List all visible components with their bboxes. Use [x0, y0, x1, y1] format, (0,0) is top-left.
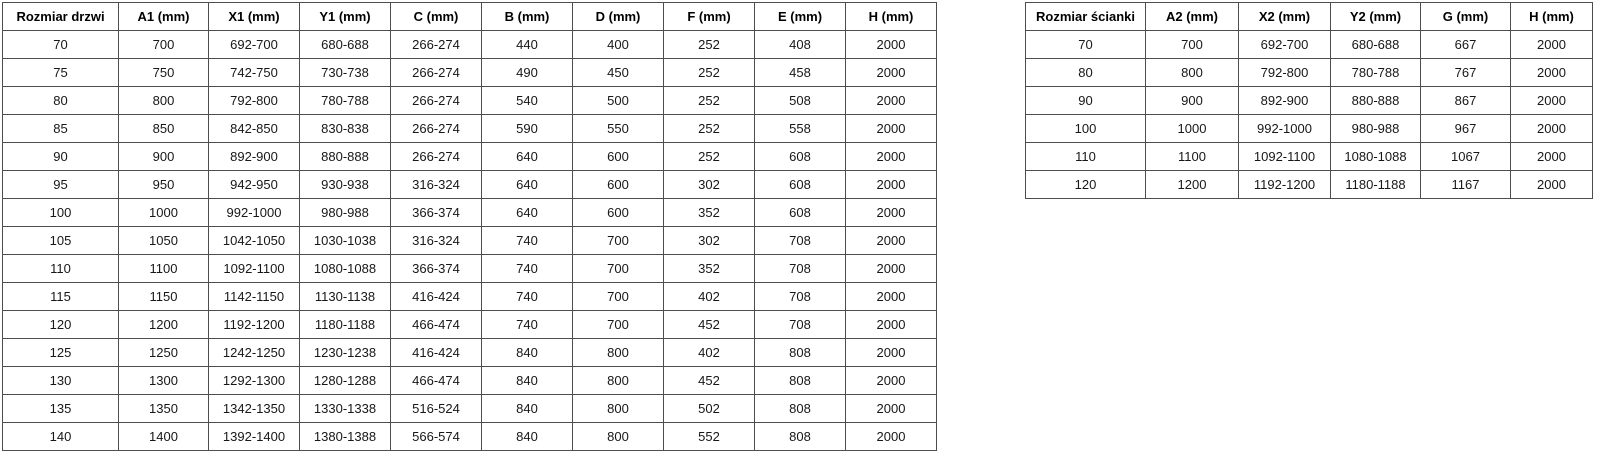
table-cell: 266-274: [391, 87, 482, 115]
table-cell: 830-838: [300, 115, 391, 143]
header-row: [3, 3, 937, 31]
table-cell: 402: [664, 283, 755, 311]
table-cell: 70: [3, 31, 119, 59]
table-cell: 900: [1146, 87, 1239, 115]
table-cell: 800: [119, 87, 209, 115]
table-cell: 466-474: [391, 367, 482, 395]
table-row: [3, 283, 937, 311]
table-cell: 1080-1088: [300, 255, 391, 283]
table-row: [3, 31, 937, 59]
table-cell: 708: [755, 255, 846, 283]
column-header: F (mm): [664, 3, 755, 31]
table-cell: 590: [482, 115, 573, 143]
table-cell: 808: [755, 339, 846, 367]
table-cell: 2000: [846, 115, 937, 143]
table-cell: 600: [573, 199, 664, 227]
table-cell: 700: [119, 31, 209, 59]
table-cell: 730-738: [300, 59, 391, 87]
table-cell: 458: [755, 59, 846, 87]
table-cell: 540: [482, 87, 573, 115]
table-cell: 252: [664, 59, 755, 87]
table-cell: 967: [1421, 115, 1511, 143]
column-header: G (mm): [1421, 3, 1511, 31]
column-header: Y2 (mm): [1331, 3, 1421, 31]
table-cell: 140: [3, 423, 119, 451]
table-cell: 252: [664, 87, 755, 115]
column-header: Rozmiar drzwi: [3, 3, 119, 31]
table-cell: 808: [755, 423, 846, 451]
column-header: E (mm): [755, 3, 846, 31]
table-cell: 2000: [846, 199, 937, 227]
table-cell: 110: [3, 255, 119, 283]
table-cell: 680-688: [1331, 31, 1421, 59]
table-row: [3, 115, 937, 143]
table-cell: 740: [482, 311, 573, 339]
table-cell: 1350: [119, 395, 209, 423]
table-cell: 608: [755, 199, 846, 227]
table-cell: 466-474: [391, 311, 482, 339]
table-cell: 800: [573, 367, 664, 395]
table-cell: 316-324: [391, 227, 482, 255]
table-row: [3, 227, 937, 255]
table-cell: 680-688: [300, 31, 391, 59]
table-cell: 2000: [1511, 143, 1593, 171]
table-cell: 266-274: [391, 59, 482, 87]
column-header: Rozmiar ścianki: [1026, 3, 1146, 31]
table-cell: 2000: [1511, 59, 1593, 87]
table-cell: 700: [573, 255, 664, 283]
table-cell: 2000: [846, 31, 937, 59]
table-cell: 808: [755, 395, 846, 423]
table-cell: 708: [755, 227, 846, 255]
table-cell: 1200: [1146, 171, 1239, 199]
table-cell: 930-938: [300, 171, 391, 199]
table-cell: 1100: [1146, 143, 1239, 171]
table-cell: 416-424: [391, 339, 482, 367]
table-cell: 252: [664, 115, 755, 143]
table-cell: 842-850: [209, 115, 300, 143]
table-cell: 105: [3, 227, 119, 255]
column-header: Y1 (mm): [300, 3, 391, 31]
table-cell: 1167: [1421, 171, 1511, 199]
table-cell: 1030-1038: [300, 227, 391, 255]
table-row: [3, 395, 937, 423]
table-cell: 80: [3, 87, 119, 115]
table-cell: 692-700: [209, 31, 300, 59]
table-cell: 880-888: [300, 143, 391, 171]
table-cell: 1100: [119, 255, 209, 283]
table-cell: 1130-1138: [300, 283, 391, 311]
table-cell: 780-788: [300, 87, 391, 115]
table-cell: 110: [1026, 143, 1146, 171]
table-cell: 808: [755, 367, 846, 395]
table-cell: 600: [573, 171, 664, 199]
table-cell: 1250: [119, 339, 209, 367]
table-row: [1026, 171, 1593, 199]
table-cell: 252: [664, 143, 755, 171]
table-cell: 100: [3, 199, 119, 227]
table-cell: 1192-1200: [209, 311, 300, 339]
table-cell: 1380-1388: [300, 423, 391, 451]
table-row: [1026, 59, 1593, 87]
table-cell: 115: [3, 283, 119, 311]
table-cell: 550: [573, 115, 664, 143]
table-row: [1026, 87, 1593, 115]
table-cell: 992-1000: [1239, 115, 1331, 143]
table-cell: 1300: [119, 367, 209, 395]
table-cell: 1000: [119, 199, 209, 227]
table-cell: 792-800: [1239, 59, 1331, 87]
table-row: [1026, 31, 1593, 59]
table-cell: 692-700: [1239, 31, 1331, 59]
table-cell: 1067: [1421, 143, 1511, 171]
column-header: X1 (mm): [209, 3, 300, 31]
table-cell: 2000: [1511, 115, 1593, 143]
table-cell: 980-988: [300, 199, 391, 227]
table-cell: 2000: [846, 143, 937, 171]
column-header: C (mm): [391, 3, 482, 31]
table-cell: 608: [755, 171, 846, 199]
table-cell: 100: [1026, 115, 1146, 143]
table-cell: 500: [573, 87, 664, 115]
table-cell: 352: [664, 199, 755, 227]
column-header: H (mm): [846, 3, 937, 31]
column-header: H (mm): [1511, 3, 1593, 31]
table-cell: 452: [664, 311, 755, 339]
table-cell: 700: [1146, 31, 1239, 59]
table-cell: 1142-1150: [209, 283, 300, 311]
table-cell: 800: [573, 423, 664, 451]
table-cell: 1180-1188: [1331, 171, 1421, 199]
table-cell: 508: [755, 87, 846, 115]
table-cell: 1092-1100: [1239, 143, 1331, 171]
table-cell: 700: [573, 283, 664, 311]
table-cell: 1092-1100: [209, 255, 300, 283]
table-cell: 2000: [1511, 171, 1593, 199]
table-cell: 950: [119, 171, 209, 199]
table-cell: 302: [664, 227, 755, 255]
table-cell: 1292-1300: [209, 367, 300, 395]
door-size-table: [2, 2, 937, 451]
table-cell: 640: [482, 143, 573, 171]
table-cell: 1050: [119, 227, 209, 255]
table-cell: 892-900: [209, 143, 300, 171]
table-cell: 2000: [846, 311, 937, 339]
table-cell: 400: [573, 31, 664, 59]
table-cell: 708: [755, 283, 846, 311]
table-cell: 740: [482, 283, 573, 311]
table-cell: 840: [482, 395, 573, 423]
table-cell: 742-750: [209, 59, 300, 87]
table-cell: 767: [1421, 59, 1511, 87]
column-header: X2 (mm): [1239, 3, 1331, 31]
table-cell: 1400: [119, 423, 209, 451]
table-cell: 740: [482, 227, 573, 255]
table-cell: 1330-1338: [300, 395, 391, 423]
table-row: [3, 311, 937, 339]
table-cell: 750: [119, 59, 209, 87]
table-cell: 90: [1026, 87, 1146, 115]
table-cell: 850: [119, 115, 209, 143]
table-cell: 992-1000: [209, 199, 300, 227]
table-cell: 867: [1421, 87, 1511, 115]
table-cell: 440: [482, 31, 573, 59]
table-cell: 90: [3, 143, 119, 171]
table-cell: 490: [482, 59, 573, 87]
wall-size-table: [1025, 2, 1593, 199]
table-cell: 558: [755, 115, 846, 143]
table-cell: 566-574: [391, 423, 482, 451]
table-cell: 840: [482, 423, 573, 451]
table-cell: 2000: [846, 227, 937, 255]
table-cell: 302: [664, 171, 755, 199]
table-cell: 1080-1088: [1331, 143, 1421, 171]
table-cell: 2000: [1511, 87, 1593, 115]
table-row: [3, 339, 937, 367]
table-cell: 1192-1200: [1239, 171, 1331, 199]
table-cell: 2000: [846, 339, 937, 367]
column-header: D (mm): [573, 3, 664, 31]
table-cell: 700: [573, 227, 664, 255]
table-cell: 880-888: [1331, 87, 1421, 115]
table-cell: 800: [1146, 59, 1239, 87]
table-cell: 1280-1288: [300, 367, 391, 395]
table-cell: 942-950: [209, 171, 300, 199]
table-cell: 840: [482, 367, 573, 395]
table-cell: 450: [573, 59, 664, 87]
column-header: A2 (mm): [1146, 3, 1239, 31]
table-cell: 2000: [846, 423, 937, 451]
table-cell: 252: [664, 31, 755, 59]
table-cell: 640: [482, 171, 573, 199]
table-row: [3, 171, 937, 199]
table-row: [3, 199, 937, 227]
table-cell: 1392-1400: [209, 423, 300, 451]
table-cell: 892-900: [1239, 87, 1331, 115]
table-cell: 70: [1026, 31, 1146, 59]
table-cell: 1180-1188: [300, 311, 391, 339]
table-cell: 2000: [846, 367, 937, 395]
table-cell: 667: [1421, 31, 1511, 59]
table-cell: 2000: [846, 59, 937, 87]
table-cell: 792-800: [209, 87, 300, 115]
table-cell: 266-274: [391, 143, 482, 171]
table-cell: 266-274: [391, 31, 482, 59]
column-header: B (mm): [482, 3, 573, 31]
table-cell: 2000: [846, 283, 937, 311]
table-cell: 352: [664, 255, 755, 283]
table-row: [3, 367, 937, 395]
table-row: [3, 423, 937, 451]
table-cell: 75: [3, 59, 119, 87]
table-cell: 1342-1350: [209, 395, 300, 423]
table-cell: 1242-1250: [209, 339, 300, 367]
table-cell: 408: [755, 31, 846, 59]
table-cell: 1042-1050: [209, 227, 300, 255]
table-cell: 2000: [846, 87, 937, 115]
table-cell: 366-374: [391, 255, 482, 283]
table-cell: 780-788: [1331, 59, 1421, 87]
table-cell: 516-524: [391, 395, 482, 423]
table-cell: 130: [3, 367, 119, 395]
table-cell: 552: [664, 423, 755, 451]
table-cell: 800: [573, 339, 664, 367]
table-cell: 1230-1238: [300, 339, 391, 367]
table-cell: 980-988: [1331, 115, 1421, 143]
table-cell: 1150: [119, 283, 209, 311]
table-cell: 120: [1026, 171, 1146, 199]
table-cell: 120: [3, 311, 119, 339]
table-cell: 2000: [846, 171, 937, 199]
table-cell: 608: [755, 143, 846, 171]
table-cell: 416-424: [391, 283, 482, 311]
table-row: [3, 143, 937, 171]
table-cell: 266-274: [391, 115, 482, 143]
table-cell: 840: [482, 339, 573, 367]
table-cell: 740: [482, 255, 573, 283]
table-cell: 502: [664, 395, 755, 423]
table-cell: 366-374: [391, 199, 482, 227]
table-row: [3, 255, 937, 283]
table-cell: 85: [3, 115, 119, 143]
table-cell: 125: [3, 339, 119, 367]
table-cell: 80: [1026, 59, 1146, 87]
table-row: [3, 59, 937, 87]
header-row: [1026, 3, 1593, 31]
table-row: [1026, 143, 1593, 171]
table-cell: 2000: [846, 255, 937, 283]
table-cell: 2000: [1511, 31, 1593, 59]
table-cell: 2000: [846, 395, 937, 423]
table-cell: 708: [755, 311, 846, 339]
table-cell: 700: [573, 311, 664, 339]
table-cell: 135: [3, 395, 119, 423]
table-row: [3, 87, 937, 115]
column-header: A1 (mm): [119, 3, 209, 31]
table-cell: 1000: [1146, 115, 1239, 143]
table-cell: 900: [119, 143, 209, 171]
table-cell: 640: [482, 199, 573, 227]
table-row: [1026, 115, 1593, 143]
table-cell: 95: [3, 171, 119, 199]
table-cell: 800: [573, 395, 664, 423]
table-cell: 452: [664, 367, 755, 395]
table-cell: 402: [664, 339, 755, 367]
table-cell: 316-324: [391, 171, 482, 199]
table-cell: 600: [573, 143, 664, 171]
table-cell: 1200: [119, 311, 209, 339]
